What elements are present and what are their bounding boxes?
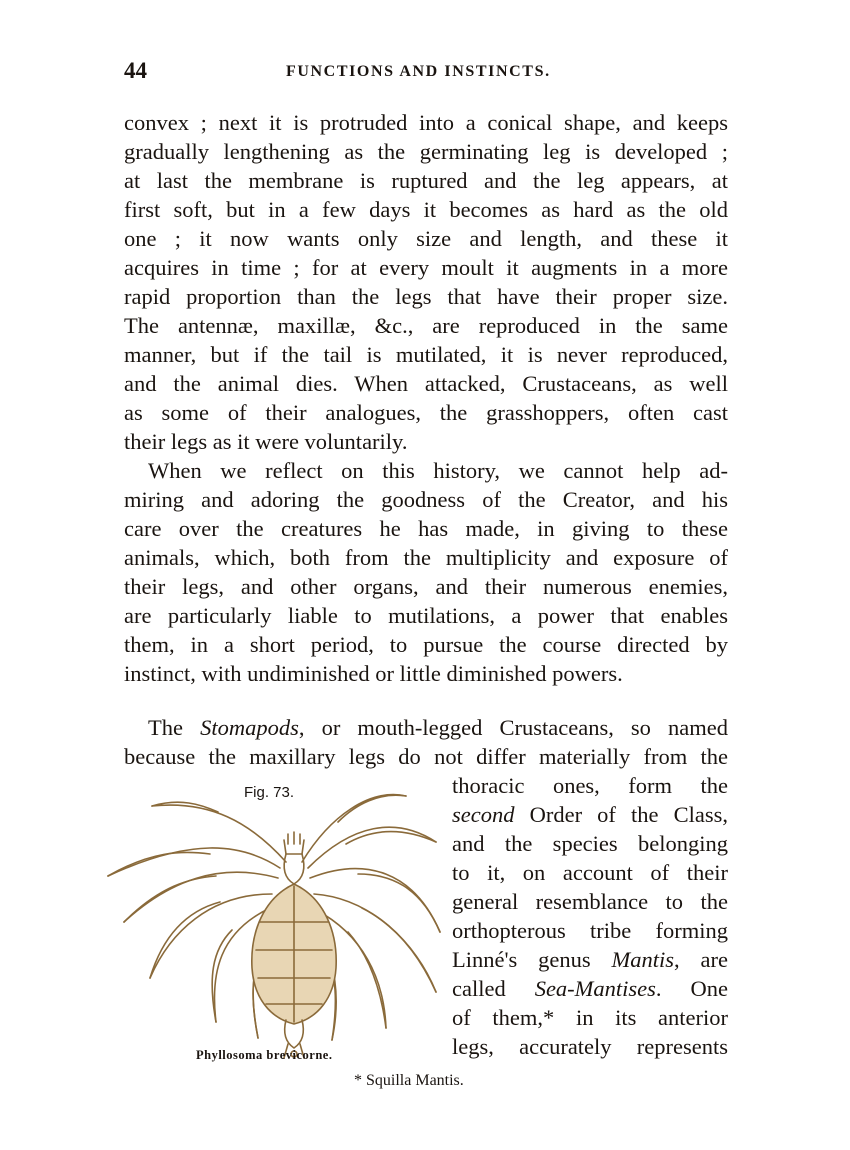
text-line: at last the membrane is ruptured and the leg appears, at [124, 168, 728, 193]
text-line: instinct, with undiminished or little diminished powers. [124, 661, 623, 686]
text-line: Linné's genus Mantis, are [452, 947, 728, 972]
running-title: FUNCTIONS AND INSTINCTS. [286, 63, 551, 80]
text-line: orthopterous tribe forming [452, 918, 728, 943]
page-header [124, 58, 728, 88]
phyllosoma-illustration [100, 782, 446, 1082]
italic-term: second [452, 802, 515, 827]
italic-term: Mantis [611, 947, 675, 972]
text-line: care over the creatures he has made, in giving to these [124, 516, 728, 541]
text-line: and the species belonging [452, 831, 728, 856]
text-line: manner, but if the tail is mutilated, it is never reproduced, [124, 342, 728, 367]
text-line: animals, which, both from the multiplicity and exposure of [124, 545, 728, 570]
text-line: are particularly liable to mutilations, a power that enables [124, 603, 728, 628]
text-line: called Sea-Mantises. One [452, 976, 728, 1001]
text-line: one ; it now wants only size and length, and these it [124, 226, 728, 251]
footnote: * Squilla Mantis. [354, 1072, 464, 1089]
text-line: and the animal dies. When attacked, Crustaceans, as well [124, 371, 728, 396]
text-line: acquires in time ; for at every moult it augments in a more [124, 255, 728, 280]
text-line: of them,* in its anterior [452, 1005, 728, 1030]
text-line: When we reflect on this history, we cannot help ad- [148, 458, 728, 483]
page-number: 44 [124, 58, 147, 83]
text-line: legs, accurately represents [452, 1034, 728, 1059]
figure-caption: Phyllosoma brevicorne. [196, 1048, 333, 1062]
italic-term: Sea-Mantises [534, 976, 656, 1001]
figure-label: Fig. 73. [244, 784, 295, 801]
text-line: their legs as it were voluntarily. [124, 429, 408, 454]
text-line: them, in a short period, to pursue the course directed by [124, 632, 728, 657]
text-line: general resemblance to the [452, 889, 728, 914]
text-line: The antennæ, maxillæ, &c., are reproduced in the same [124, 313, 728, 338]
text-line: rapid proportion than the legs that have their proper size. [124, 284, 728, 309]
text-line: miring and adoring the goodness of the Creator, and his [124, 487, 728, 512]
text-line: to it, on account of their [452, 860, 728, 885]
text-line: convex ; next it is protruded into a conical shape, and keeps [124, 110, 728, 135]
text-line: gradually lengthening as the germinating leg is developed ; [124, 139, 728, 164]
italic-term: Stomapods [200, 715, 299, 740]
text-line: as some of their analogues, the grasshoppers, often cast [124, 400, 728, 425]
text-line: thoracic ones, form the [452, 773, 728, 798]
text-line: because the maxillary legs do not differ materially from the [124, 744, 728, 769]
text-line: first soft, but in a few days it becomes as hard as the old [124, 197, 728, 222]
figure-73 [100, 782, 446, 1082]
text-line: The Stomapods, or mouth-legged Crustaceans, so named [148, 715, 729, 740]
text-line: their legs, and other organs, and their numerous enemies, [124, 574, 728, 599]
text-line: second Order of the Class, [452, 802, 728, 827]
